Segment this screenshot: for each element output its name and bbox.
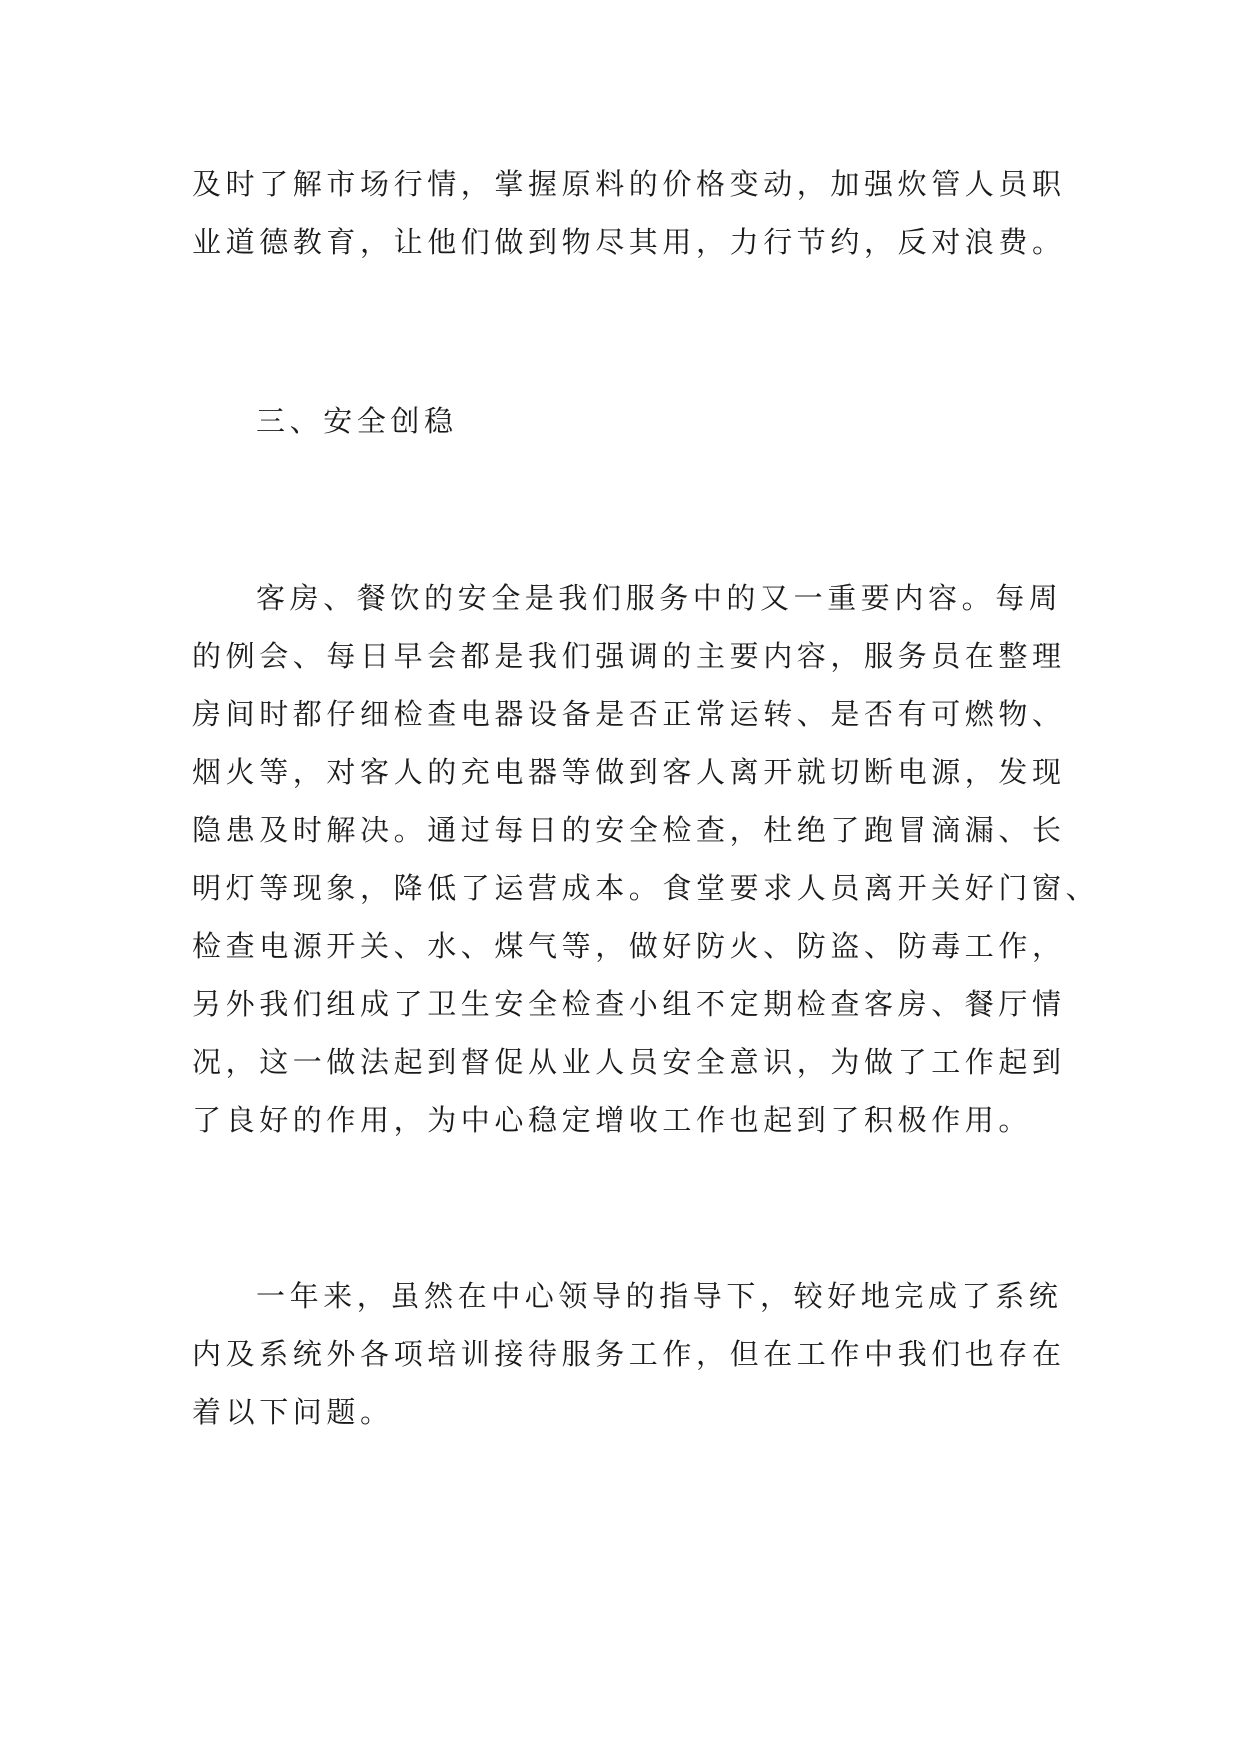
text-line: 业道德教育，让他们做到物尽其用，力行节约，反对浪费。	[192, 225, 1066, 259]
text-line: 的例会、每日早会都是我们强调的主要内容，服务员在整理	[192, 639, 1066, 673]
section-heading: 三、安全创稳	[256, 404, 458, 438]
text-line: 一年来，虽然在中心领导的指导下，较好地完成了系统	[256, 1279, 1063, 1313]
text-line: 烟火等，对客人的充电器等做到客人离开就切断电源，发现	[192, 755, 1066, 789]
text-line: 检查电源开关、水、煤气等，做好防火、防盗、防毒工作，	[192, 929, 1066, 963]
text-line: 房间时都仔细检查电器设备是否正常运转、是否有可燃物、	[192, 697, 1066, 731]
text-line: 内及系统外各项培训接待服务工作，但在工作中我们也存在	[192, 1337, 1066, 1371]
text-line: 着以下问题。	[192, 1395, 394, 1429]
text-line: 隐患及时解决。通过每日的安全检查，杜绝了跑冒滴漏、长	[192, 813, 1066, 847]
text-line: 况，这一做法起到督促从业人员安全意识，为做了工作起到	[192, 1045, 1066, 1079]
text-line: 明灯等现象，降低了运营成本。食堂要求人员离开关好门窗、	[192, 871, 1100, 905]
text-line: 了良好的作用，为中心稳定增收工作也起到了积极作用。	[192, 1103, 1033, 1137]
text-line: 客房、餐饮的安全是我们服务中的又一重要内容。每周	[256, 581, 1063, 615]
text-line: 另外我们组成了卫生安全检查小组不定期检查客房、餐厅情	[192, 987, 1066, 1021]
text-line: 及时了解市场行情，掌握原料的价格变动，加强炊管人员职	[192, 167, 1066, 201]
